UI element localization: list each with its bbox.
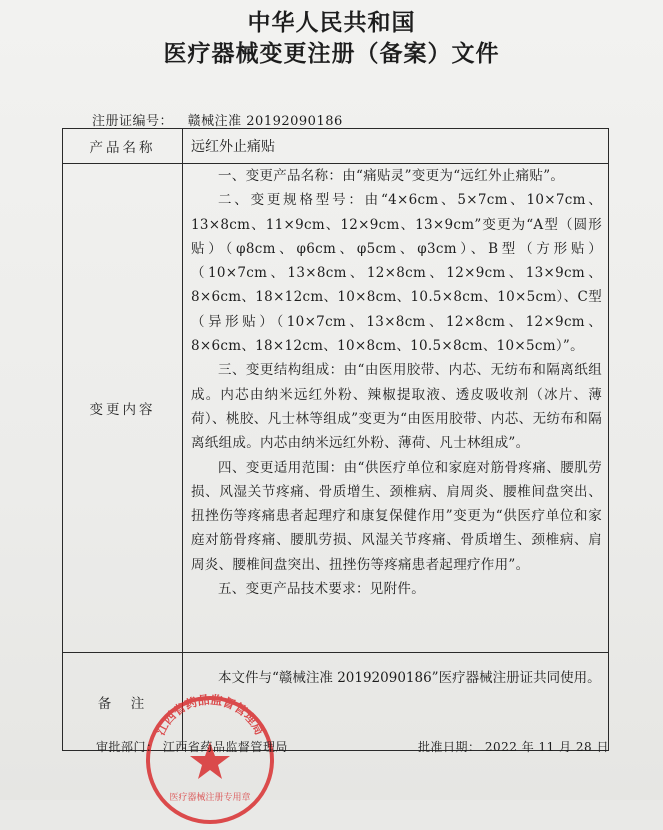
product-name-value: 远红外止痛贴 [183, 129, 609, 164]
change-item-4: 四、变更适用范围：由“供医疗单位和家庭对筋骨疼痛、腰肌劳损、风湿关节疼痛、骨质增生、颈椎病、肩周炎、腰椎间盘突出、扭挫伤等疼痛患者起理疗和康复保健作用”变更为“供医疗单位和家庭对筋骨疼痛、腰肌劳损、风湿关节疼痛、骨质增生、颈椎病、肩周炎、腰椎间盘突出、扭挫伤等疼痛患者起理疗作用”。 [191, 459, 602, 573]
change-item-1: 一、变更产品名称：由“痛贴灵”变更为“远红外止痛贴”。 [218, 168, 565, 184]
change-content-row [63, 164, 609, 653]
product-name-label: 产品名称 [63, 129, 183, 164]
change-content-label: 变更内容 [63, 164, 183, 653]
remark-label: 备 注 [63, 653, 183, 751]
approval-department-label: 审批部门： [96, 740, 159, 754]
approval-date [418, 738, 609, 755]
registration-number-line [92, 110, 343, 129]
registration-number-label: 注册证编号： [92, 114, 174, 129]
title-line-2: 医疗器械变更注册（备案）文件 [163, 40, 500, 67]
change-item-5: 五、变更产品技术要求：见附件。 [218, 581, 425, 598]
change-registration-table [62, 128, 609, 751]
approval-date-label: 批准日期： [418, 740, 481, 754]
approval-date-value: 2022 年 11 月 28 日 [484, 740, 609, 754]
title-line-1: 中华人民共和国 [247, 9, 416, 36]
change-item-2: 二、变更规格型号：由“4×6cm、5×7cm、10×7cm、13×8cm、11×9cm、12×9cm、13×9cm”变更为“A型（圆形贴）（φ8cm、φ6cm、φ5cm、φ3cm）、B型（方形贴）（10×7cm、13×8cm、12×8cm、12×9cm、13×9cm、8×6cm、18×12cm、10×8cm、10.5×8cm、10×5cm）、C型（异形贴）（10×7cm、13×8cm、12×8cm、12×9cm、8×6cm、18×12cm、10×8cm、10.5×8cm、10×5cm）”。 [191, 192, 602, 355]
registration-number: 赣械注准 20192090186 [187, 114, 343, 129]
approval-department [96, 738, 288, 755]
product-name-row [63, 129, 609, 164]
approval-department-name: 江西省药品监督管理局 [162, 740, 288, 754]
seal-text: 江西省药品监督管理局 [153, 692, 267, 738]
remark-text: 本文件与“赣械注准 20192090186”医疗器械注册证共同使用。 [218, 670, 601, 686]
change-content-body [183, 164, 609, 653]
official-seal-icon [140, 690, 280, 830]
change-item-3: 三、变更结构组成：由“由医用胶带、内芯、无纺布和隔离纸组成。内芯由纳米远红外粉、辣椒提取液、透皮吸收剂（冰片、薄荷）、桃胶、凡士林等组成”变更为“由医用胶带、内芯、无纺布和隔离纸组成。内芯由纳米远红外粉、薄荷、凡士林组成”。 [191, 362, 602, 452]
seal-subtext: 医疗器械注册专用章 [169, 793, 251, 803]
